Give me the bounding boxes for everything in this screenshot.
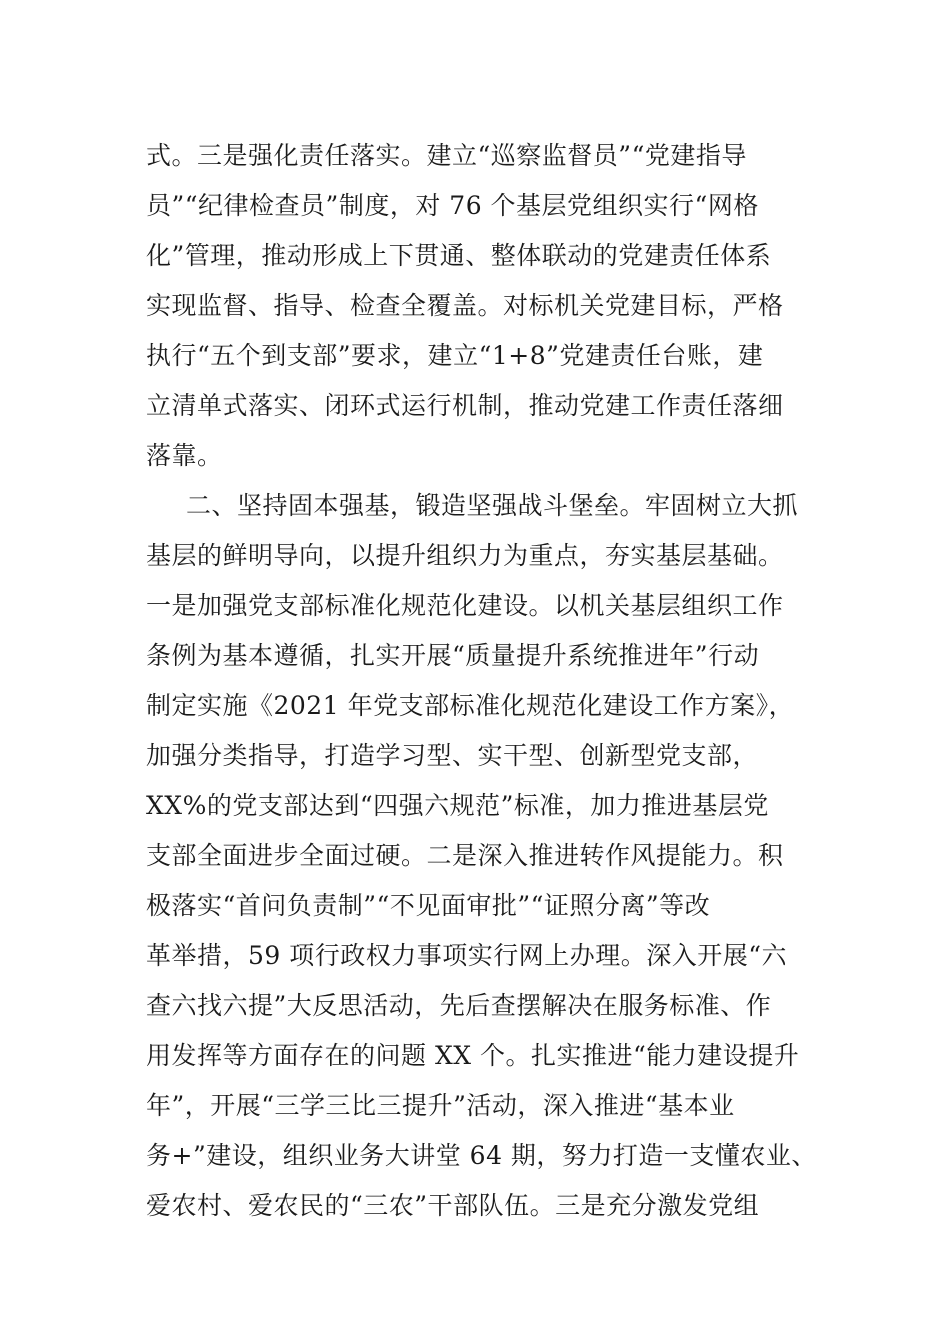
text-line: 制定实施《2021 年党支部标准化规范化建设工作方案》，: [146, 691, 795, 720]
text-line: XX%的党支部达到“四强六规范”标准，加力推进基层党: [146, 791, 769, 820]
text-line: 基层的鲜明导向，以提升组织力为重点，夯实基层基础。: [146, 541, 784, 570]
text-line: 执行“五个到支部”要求，建立“1+8”党建责任台账，建: [146, 341, 764, 370]
text-line: 爱农村、爱农民的“三农”干部队伍。三是充分激发党组: [146, 1191, 760, 1220]
section-heading-line: 二、坚持固本强基，锻造坚强战斗堡垒。牢固树立大抓: [186, 491, 799, 520]
text-line: 员”“纪律检查员”制度，对 76 个基层党组织实行“网格: [146, 191, 759, 220]
text-line: 务+”建设，组织业务大讲堂 64 期，努力打造一支懂农业、: [146, 1141, 817, 1170]
text-line: 条例为基本遵循，扎实开展“质量提升系统推进年”行动: [146, 641, 760, 670]
body-text: [146, 131, 826, 1231]
text-line: 实现监督、指导、检查全覆盖。对标机关党建目标，严格: [146, 291, 784, 320]
text-line: 支部全面进步全面过硬。二是深入推进转作风提能力。积: [146, 841, 784, 870]
text-line: 一是加强党支部标准化规范化建设。以机关基层组织工作: [146, 591, 784, 620]
text-line: 立清单式落实、闭环式运行机制，推动党建工作责任落细: [146, 391, 784, 420]
text-line: 查六找六提”大反思活动，先后查摆解决在服务标准、作: [146, 991, 772, 1020]
text-line: 加强分类指导，打造学习型、实干型、创新型党支部，: [146, 741, 759, 770]
text-line: 化”管理，推动形成上下贯通、整体联动的党建责任体系: [146, 241, 772, 270]
text-line: 落靠。: [146, 441, 223, 470]
text-line: 式。三是强化责任落实。建立“巡察监督员”“党建指导: [146, 141, 747, 170]
text-line: 革举措，59 项行政权力事项实行网上办理。深入开展“六: [146, 941, 788, 970]
text-line: 用发挥等方面存在的问题 XX 个。扎实推进“能力建设提升: [146, 1041, 800, 1070]
text-line: 年”，开展“三学三比三提升”活动，深入推进“基本业: [146, 1091, 735, 1120]
text-line: 极落实“首问负责制”“不见面审批”“证照分离”等改: [146, 891, 711, 920]
